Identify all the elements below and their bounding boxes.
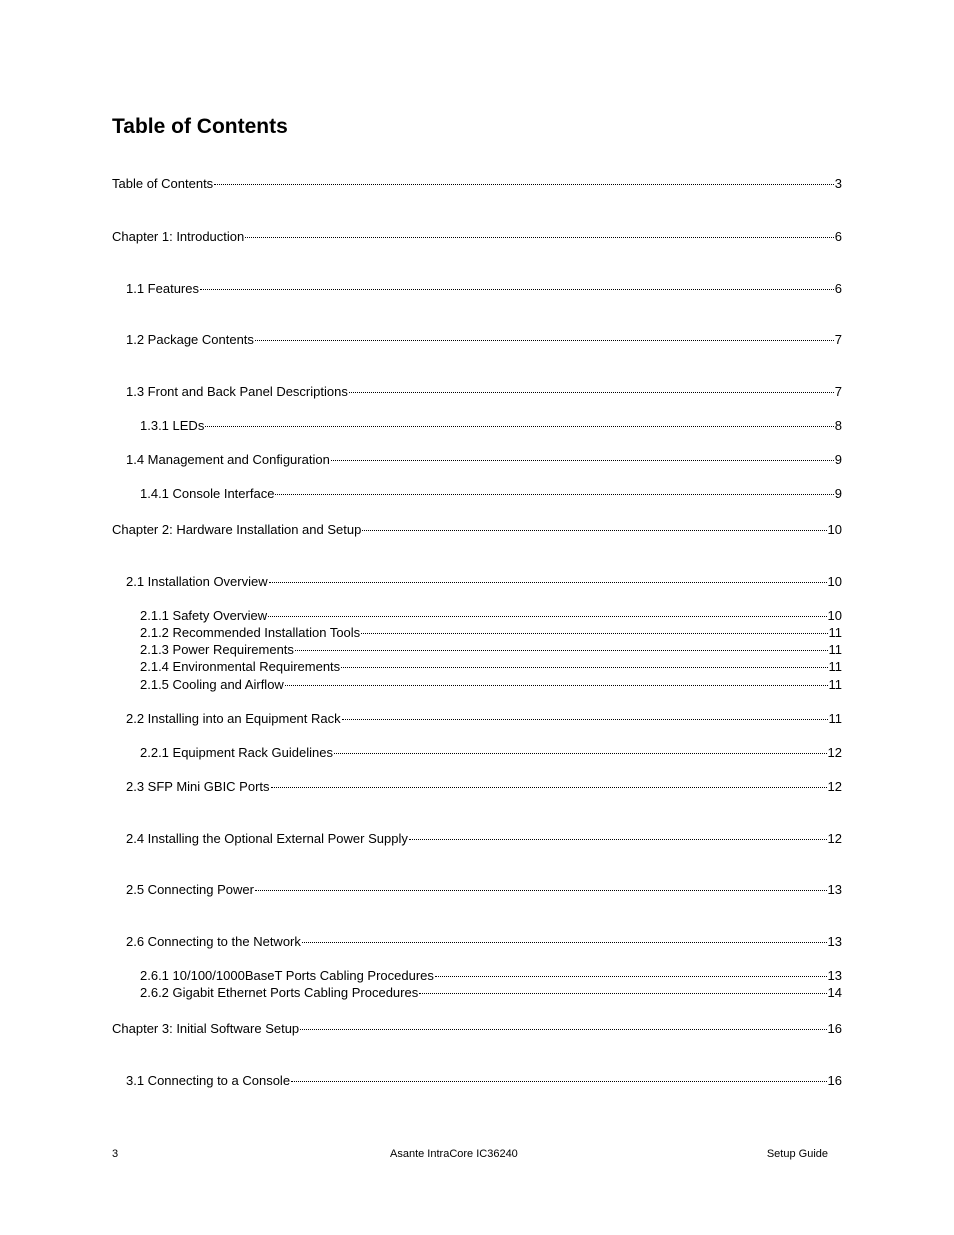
toc-leader	[331, 460, 834, 461]
toc-entry-label: 3.1 Connecting to a Console	[126, 1073, 291, 1088]
toc-entry[interactable]	[140, 607, 842, 624]
toc-entry-label: 2.3 SFP Mini GBIC Ports	[126, 779, 270, 794]
footer-page-number: 3	[112, 1148, 119, 1160]
toc-entry-label: Chapter 2: Hardware Installation and Setup	[112, 522, 362, 537]
toc-leader	[271, 787, 827, 788]
toc-leader	[302, 942, 827, 943]
toc-entry[interactable]	[126, 881, 842, 898]
toc-leader	[349, 392, 834, 393]
toc-entry[interactable]	[126, 933, 842, 950]
toc-entry-page: 14	[827, 985, 842, 1000]
toc-entry-label: Table of Contents	[112, 176, 214, 191]
toc-leader	[435, 976, 827, 977]
toc-entry-label: 1.4.1 Console Interface	[140, 486, 275, 501]
toc-entry[interactable]	[140, 967, 842, 984]
footer-product-name: Asante IntraCore IC36240	[390, 1148, 518, 1160]
toc-entry-label: 2.1.4 Environmental Requirements	[140, 659, 341, 674]
toc-entry-label: 2.1.5 Cooling and Airflow	[140, 677, 284, 692]
toc-entry-label: 2.1.1 Safety Overview	[140, 608, 268, 623]
toc-leader	[334, 753, 827, 754]
toc-entry-page: 13	[827, 968, 842, 983]
toc-entry-label: 2.6 Connecting to the Network	[126, 934, 301, 949]
toc-entry[interactable]	[140, 984, 842, 1001]
toc-entry[interactable]	[126, 451, 842, 468]
toc-entry-page: 11	[828, 659, 842, 674]
toc-entry-label: 2.6.1 10/100/1000BaseT Ports Cabling Procedures	[140, 968, 434, 983]
toc-leader	[419, 993, 826, 994]
toc-entry-page: 10	[827, 522, 842, 537]
toc-entry[interactable]	[126, 778, 842, 795]
toc-entry-label: 2.4 Installing the Optional External Power Supply	[126, 831, 408, 846]
toc-entry-label: 2.5 Connecting Power	[126, 882, 254, 897]
toc-entry-label: 2.1 Installation Overview	[126, 574, 268, 589]
toc-entry[interactable]	[140, 624, 842, 641]
toc-entry-label: 2.6.2 Gigabit Ethernet Ports Cabling Procedures	[140, 985, 419, 1000]
toc-entry[interactable]	[126, 383, 842, 400]
toc-leader	[268, 616, 826, 617]
toc-leader	[295, 650, 828, 651]
toc-entry[interactable]	[126, 1072, 842, 1089]
toc-entry-label: 1.3 Front and Back Panel Descriptions	[126, 384, 348, 399]
toc-entry-page: 13	[827, 934, 842, 949]
toc-leader	[361, 633, 827, 634]
toc-entry[interactable]	[112, 521, 842, 538]
toc-leader	[342, 719, 828, 720]
toc-entry-page: 11	[828, 711, 842, 726]
toc-entry-label: 1.4 Management and Configuration	[126, 452, 330, 467]
toc-leader	[300, 1029, 826, 1030]
toc-leader	[285, 685, 828, 686]
toc-leader	[269, 582, 827, 583]
toc-entry-page: 9	[834, 486, 842, 501]
toc-leader	[255, 890, 827, 891]
toc-leader	[255, 340, 834, 341]
toc-entry-page: 7	[834, 384, 842, 399]
toc-entry[interactable]	[126, 280, 842, 297]
toc-entry[interactable]	[140, 485, 842, 502]
toc-entry-page: 9	[834, 452, 842, 467]
toc-entry[interactable]	[112, 175, 842, 192]
toc-entry-label: 2.2.1 Equipment Rack Guidelines	[140, 745, 333, 760]
toc-entry-page: 16	[827, 1073, 842, 1088]
toc-entry[interactable]	[126, 331, 842, 348]
footer-doc-type: Setup Guide	[766, 1148, 828, 1160]
toc-entry-label: 2.1.3 Power Requirements	[140, 642, 294, 657]
toc-leader	[409, 839, 827, 840]
toc-entry-page: 12	[827, 779, 842, 794]
page-title: Table of Contents	[112, 115, 288, 138]
toc-entry[interactable]	[140, 676, 842, 693]
toc-entry-page: 16	[827, 1021, 842, 1036]
toc-entry-label: Chapter 1: Introduction	[112, 229, 245, 244]
toc-entry-page: 11	[828, 677, 842, 692]
toc-entry-page: 10	[827, 608, 842, 623]
toc-leader	[214, 184, 834, 185]
toc-entry[interactable]	[112, 1020, 842, 1037]
toc-entry-label: 1.3.1 LEDs	[140, 418, 205, 433]
toc-entry-page: 11	[828, 625, 842, 640]
toc-entry-label: 2.1.2 Recommended Installation Tools	[140, 625, 361, 640]
toc-entry-page: 6	[834, 281, 842, 296]
toc-leader	[205, 426, 833, 427]
toc-entry[interactable]	[126, 710, 842, 727]
toc-entry[interactable]	[126, 573, 842, 590]
toc-entry-page: 3	[834, 176, 842, 191]
toc-leader	[291, 1081, 826, 1082]
toc-entry-page: 7	[834, 332, 842, 347]
toc-entry-page: 10	[827, 574, 842, 589]
toc-entry-label: 1.1 Features	[126, 281, 199, 296]
toc-entry-page: 12	[827, 745, 842, 760]
toc-entry-page: 11	[828, 642, 842, 657]
toc-leader	[200, 289, 834, 290]
toc-entry-page: 6	[834, 229, 842, 244]
toc-leader	[362, 530, 826, 531]
toc-leader	[275, 494, 833, 495]
toc-entry[interactable]	[140, 744, 842, 761]
toc-entry[interactable]	[112, 228, 842, 245]
toc-entry-label: 2.2 Installing into an Equipment Rack	[126, 711, 341, 726]
toc-entry[interactable]	[140, 417, 842, 434]
toc-entry[interactable]	[140, 658, 842, 675]
toc-entry-page: 12	[827, 831, 842, 846]
toc-entry-label: Chapter 3: Initial Software Setup	[112, 1021, 300, 1036]
toc-entry-label: 1.2 Package Contents	[126, 332, 254, 347]
toc-leader	[245, 237, 834, 238]
toc-entry[interactable]	[140, 641, 842, 658]
toc-leader	[341, 667, 827, 668]
toc-entry-page: 13	[827, 882, 842, 897]
toc-entry[interactable]	[126, 830, 842, 847]
toc-entry-page: 8	[834, 418, 842, 433]
